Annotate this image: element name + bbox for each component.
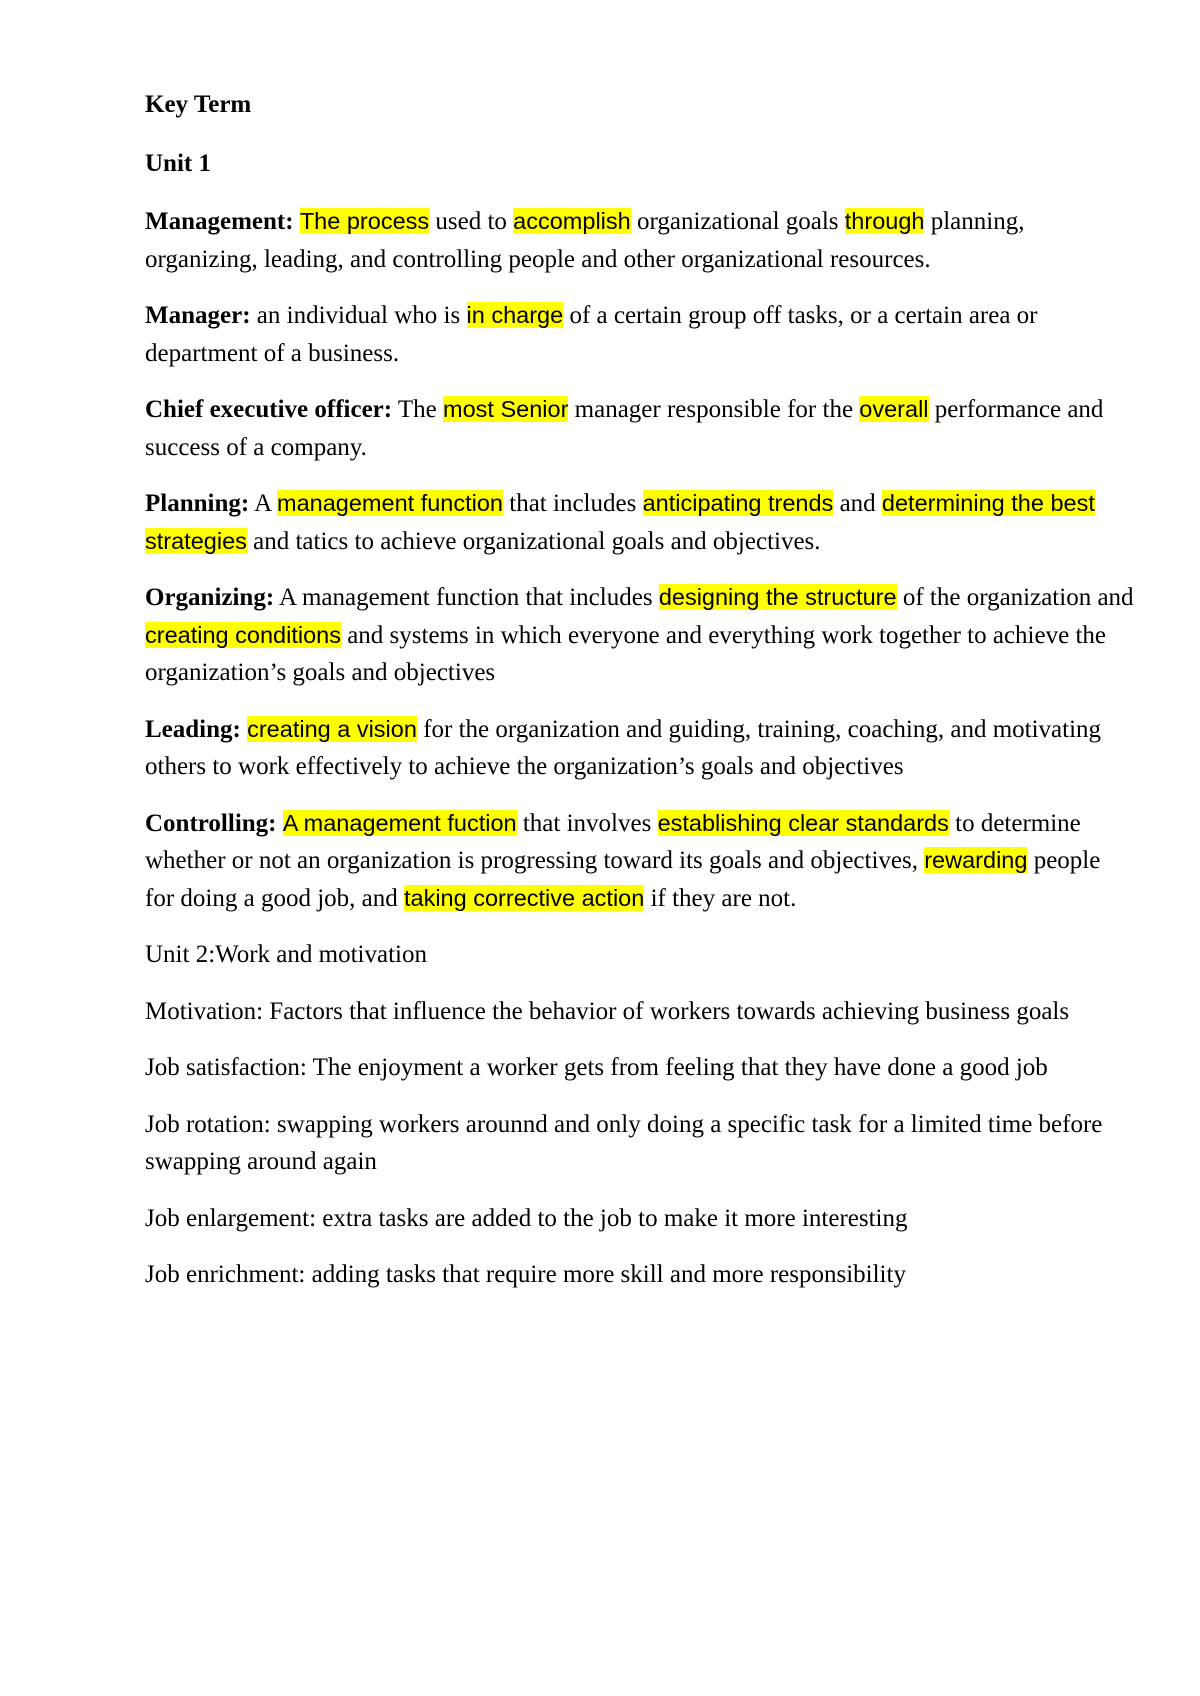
term-definition (145, 485, 1135, 560)
definition-text: A (249, 490, 277, 517)
term-label: Chief executive officer: (145, 396, 393, 423)
definition-text: manager responsible for the (568, 396, 860, 423)
term-definition: Job enlargement: extra tasks are added to the job to make it more interesting (145, 1204, 908, 1232)
highlighted-text: anticipating trends (642, 490, 834, 516)
definition-text: for the organization and guiding, training, coaching, and motivating others to work effectively to achieve the organization’s goals and objectives (145, 715, 1102, 780)
term-definition: Job enrichment: adding tasks that require more skill and more responsibility (145, 1261, 906, 1288)
term-definition (145, 203, 1135, 278)
highlighted-text: A management fuction (282, 809, 517, 836)
definition-text (277, 810, 283, 837)
document-body (145, 86, 1135, 1313)
unit1-heading: Unit 1 (145, 149, 211, 177)
definition-text: that includes (503, 490, 643, 517)
definition-text: that involves (516, 809, 658, 837)
highlighted-text: establishing clear standards (657, 809, 949, 836)
term-definition (145, 711, 1135, 786)
term-definition (145, 391, 1135, 466)
definition-text: organizational goals (630, 208, 845, 235)
unit2-heading: Unit 2:Work and motivation (145, 941, 427, 968)
highlighted-text: creating a vision (247, 715, 417, 742)
highlighted-text: creating conditions (145, 621, 341, 648)
highlighted-text: accomplish (513, 208, 631, 234)
highlighted-text: designing the structure (658, 584, 897, 610)
definition-text: of the organization and (896, 584, 1134, 611)
definition-text: of a certain group off tasks, or a certain area or department of a business. (145, 302, 1038, 367)
term-definition (145, 805, 1135, 918)
highlighted-text: management function (277, 490, 504, 516)
definition-text: A management function that includes (274, 584, 659, 611)
term-label: Management: (145, 208, 294, 235)
definition-text: and (833, 490, 882, 517)
term-label: Planning: (145, 490, 250, 517)
definition-text: planning, organizing, leading, and controlling people and other organizational resources. (145, 208, 1025, 273)
highlighted-text: The process (299, 208, 430, 234)
unit2-term-list (145, 993, 1135, 1294)
unit1-term-list (145, 203, 1135, 917)
definition-text: if they are not. (644, 884, 797, 912)
highlighted-text: taking corrective action (403, 884, 645, 911)
highlighted-text: determining the best strategies (145, 490, 1095, 554)
definition-text: and tatics to achieve organizational goals and objectives. (246, 527, 821, 555)
definition-text: used to (429, 208, 514, 235)
highlighted-text: most Senior (443, 396, 569, 422)
highlighted-text: rewarding (924, 847, 1028, 873)
term-definition (145, 297, 1135, 372)
term-definition (145, 579, 1135, 692)
definition-text (294, 208, 300, 235)
term-definition: Job satisfaction: The enjoyment a worker gets from feeling that they have done a good job (145, 1054, 1048, 1081)
term-definition: Job rotation: swapping workers arounnd and only doing a specific task for a limited time before swapping around again (145, 1110, 1103, 1175)
definition-text: an individual who is (250, 302, 467, 329)
term-label: Manager: (145, 302, 251, 329)
term-definition: Motivation: Factors that influence the behavior of workers towards achieving business goals (145, 997, 1070, 1025)
highlighted-text: through (844, 208, 925, 234)
definition-text: people for doing a good job, and (145, 847, 1101, 912)
definition-text: performance and success of a company. (145, 396, 1104, 461)
term-label: Controlling: (145, 809, 277, 837)
definition-text: The (392, 396, 444, 423)
highlighted-text: in charge (466, 302, 564, 328)
definition-text: to determine whether or not an organization is progressing toward its goals and objectives, (145, 809, 1081, 874)
term-label: Organizing: (145, 584, 275, 611)
term-label: Leading: (145, 715, 241, 743)
document-title: Key Term (145, 91, 252, 118)
highlighted-text: overall (859, 396, 929, 422)
definition-text: and systems in which everyone and everything work together to achieve the organization’s goals and objectives (145, 621, 1106, 686)
